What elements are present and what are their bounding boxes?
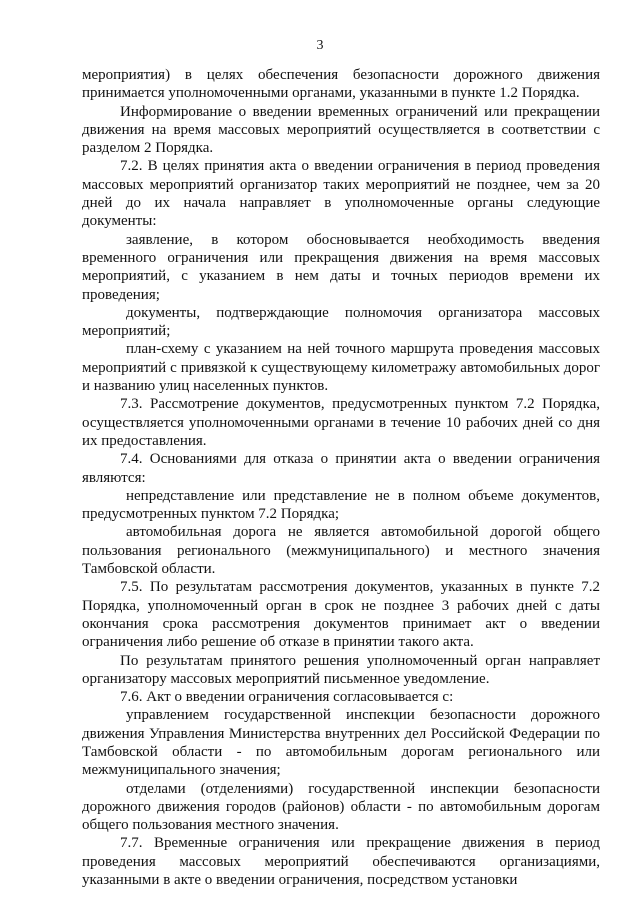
document-body — [82, 66, 600, 889]
list-item-not-public-road: автомобильная дорога не является автомобильной дорогой общего пользования регионального (межмуниципального) и местного значения Тамбовской области. — [82, 524, 600, 578]
paragraph-informing: Информирование о введении временных ограничений или прекращении движения на время массовых мероприятий осуществляется в соответствии с разделом 2 Порядка. — [82, 103, 600, 157]
list-item-gibdd-departments: отделами (отделениями) государственной инспекции безопасности дорожного движения городов (районов) области - по автомобильным дорогам общего пользования местного значения. — [82, 780, 600, 834]
paragraph-7-2: 7.2. В целях принятия акта о введении ограничения в период проведения массовых мероприятий организатор таких мероприятий не позднее, чем за 20 дней до их начала направляет в уполномоченные органы следующие документы: — [82, 158, 600, 230]
list-item-application: заявление, в котором обосновывается необходимость введения временного ограничения или прекращения движения на время массовых мероприятий, с указанием в нем даты и точных периодов времени их проведения; — [82, 231, 600, 303]
paragraph-continuation: мероприятия) в целях обеспечения безопасности дорожного движения принимается уполномоченными органами, указанными в пункте 1.2 Порядка. — [82, 67, 600, 102]
list-item-authority-documents: документы, подтверждающие полномочия организатора массовых мероприятий; — [82, 304, 600, 340]
list-item-non-submission: непредставление или представление не в полном объеме документов, предусмотренных пунктом 7.2 Порядка; — [82, 487, 600, 523]
paragraph-notification: По результатам принятого решения уполномоченный орган направляет организатору массовых мероприятий письменное уведомление. — [82, 652, 600, 687]
paragraph-7-6: 7.6. Акт о введении ограничения согласовывается с: — [120, 689, 454, 706]
page-number: 3 — [316, 38, 324, 53]
paragraph-7-5: 7.5. По результатам рассмотрения документов, указанных в пункте 7.2 Порядка, уполномоченный орган в срок не позднее 3 рабочих дней с даты окончания срока рассмотрения документов принимает акт о введении ограничения либо решение об отказе в принятии такого акта. — [82, 579, 600, 651]
list-item-route-scheme: план-схему с указанием на ней точного маршрута проведения массовых мероприятий с привязкой к существующему километражу автомобильных дорог и названию улиц населенных пунктов. — [82, 341, 600, 395]
paragraph-7-3: 7.3. Рассмотрение документов, предусмотренных пунктом 7.2 Порядка, осуществляется уполномоченными органами в течение 10 рабочих дней со дня их предоставления. — [82, 396, 600, 449]
paragraph-7-4: 7.4. Основаниями для отказа о принятии акта о введении ограничения являются: — [82, 451, 600, 486]
paragraph-7-7: 7.7. Временные ограничения или прекращение движения в период проведения массовых мероприятий обеспечиваются организациями, указанными в акте о введении ограничения, посредством установки — [82, 835, 600, 889]
list-item-gibdd-directorate: управлением государственной инспекции безопасности дорожного движения Управления Министерства внутренних дел Российской Федерации по Тамбовской области - по автомобильным дорогам регионального или межмуниципального значения; — [82, 707, 600, 779]
